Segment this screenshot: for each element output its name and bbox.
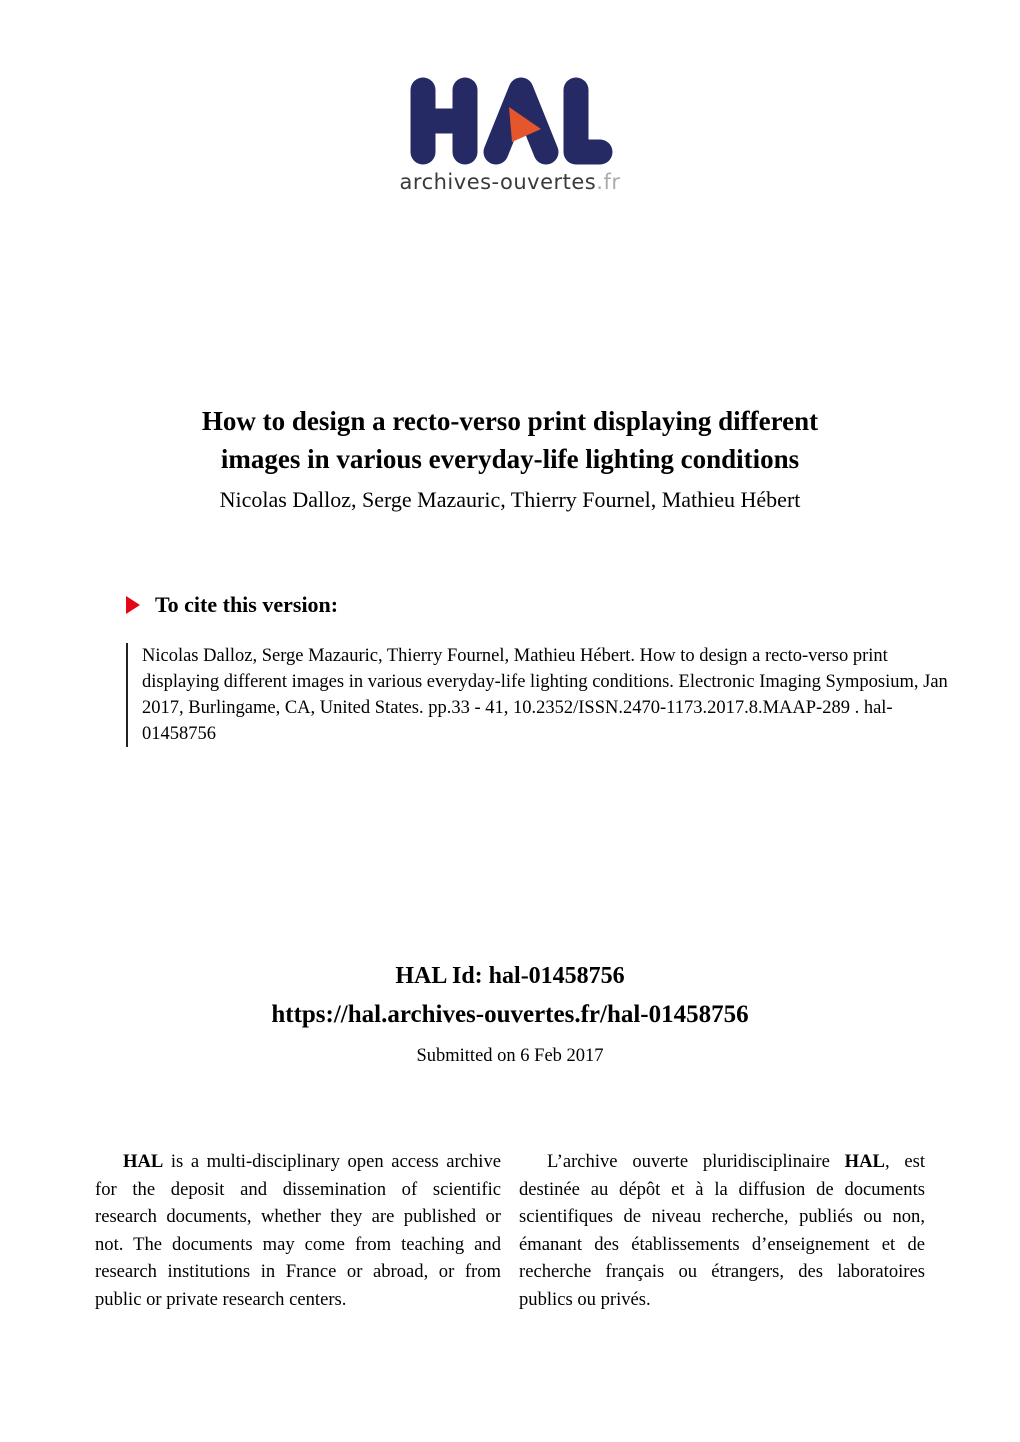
hal-logo-subtext <box>400 170 621 194</box>
cite-heading-label: To cite this version: <box>155 592 339 617</box>
title-block <box>0 402 1020 513</box>
hal-id-block <box>0 963 1020 1067</box>
hal-url-link[interactable]: https://hal.archives-ouvertes.fr/hal-01458756 <box>271 1001 749 1028</box>
logo-letter-h <box>423 90 465 152</box>
about-hal-french <box>519 1148 925 1314</box>
paper-title <box>0 402 1020 478</box>
logo-letter-l <box>576 90 600 152</box>
cite-section <box>126 592 966 747</box>
about-french-prefix: L’archive ouverte pluridisciplinaire <box>547 1151 845 1172</box>
logo-subtext-main: archives-ouvertes <box>399 170 597 194</box>
hal-logo <box>0 76 1020 194</box>
hal-id-line: HAL Id: hal-01458756 <box>395 963 625 989</box>
paper-title-line-1: How to design a recto-verso print displaying different <box>201 406 819 436</box>
about-hal-block <box>95 1148 925 1314</box>
about-english-hal-bold: HAL <box>123 1151 164 1172</box>
logo-subtext-fr: .fr <box>596 170 621 194</box>
about-hal-english <box>95 1148 501 1314</box>
about-english-text: is a multi-disciplinary open access archive for the deposit and dissemination of scientific research documents, whether they are published or not. The documents may come from teaching and research institutions in France or abroad, or from public or private research centers. <box>95 1151 501 1310</box>
about-french-text: , est destinée au dépôt et à la diffusion de documents scientifiques de niveau recherche, publiés ou non, émanant des établissements d’enseignement et de recherche français ou étrangers, des laboratoires publics ou privés. <box>519 1151 926 1310</box>
paper-authors: Nicolas Dalloz, Serge Mazauric, Thierry Fournel, Mathieu Hébert <box>219 487 801 512</box>
hal-logo-mark <box>408 76 613 166</box>
cite-heading <box>126 592 966 618</box>
citation-text: Nicolas Dalloz, Serge Mazauric, Thierry Fournel, Mathieu Hébert. How to design a recto-verso print displaying different images in various everyday-life lighting conditions. Electronic Imaging Symposium, Jan 2017, Burlingame, CA, United States. pp.33 - 41, 10.2352/ISSN.2470-1173.2017.8.MAAP-289 . hal-01458756 <box>126 643 964 747</box>
cite-bullet-icon <box>126 596 140 614</box>
about-french-hal-bold: HAL <box>844 1151 885 1172</box>
paper-title-line-2: images in various everyday-life lighting conditions <box>220 444 800 474</box>
submitted-date: Submitted on 6 Feb 2017 <box>416 1046 604 1066</box>
